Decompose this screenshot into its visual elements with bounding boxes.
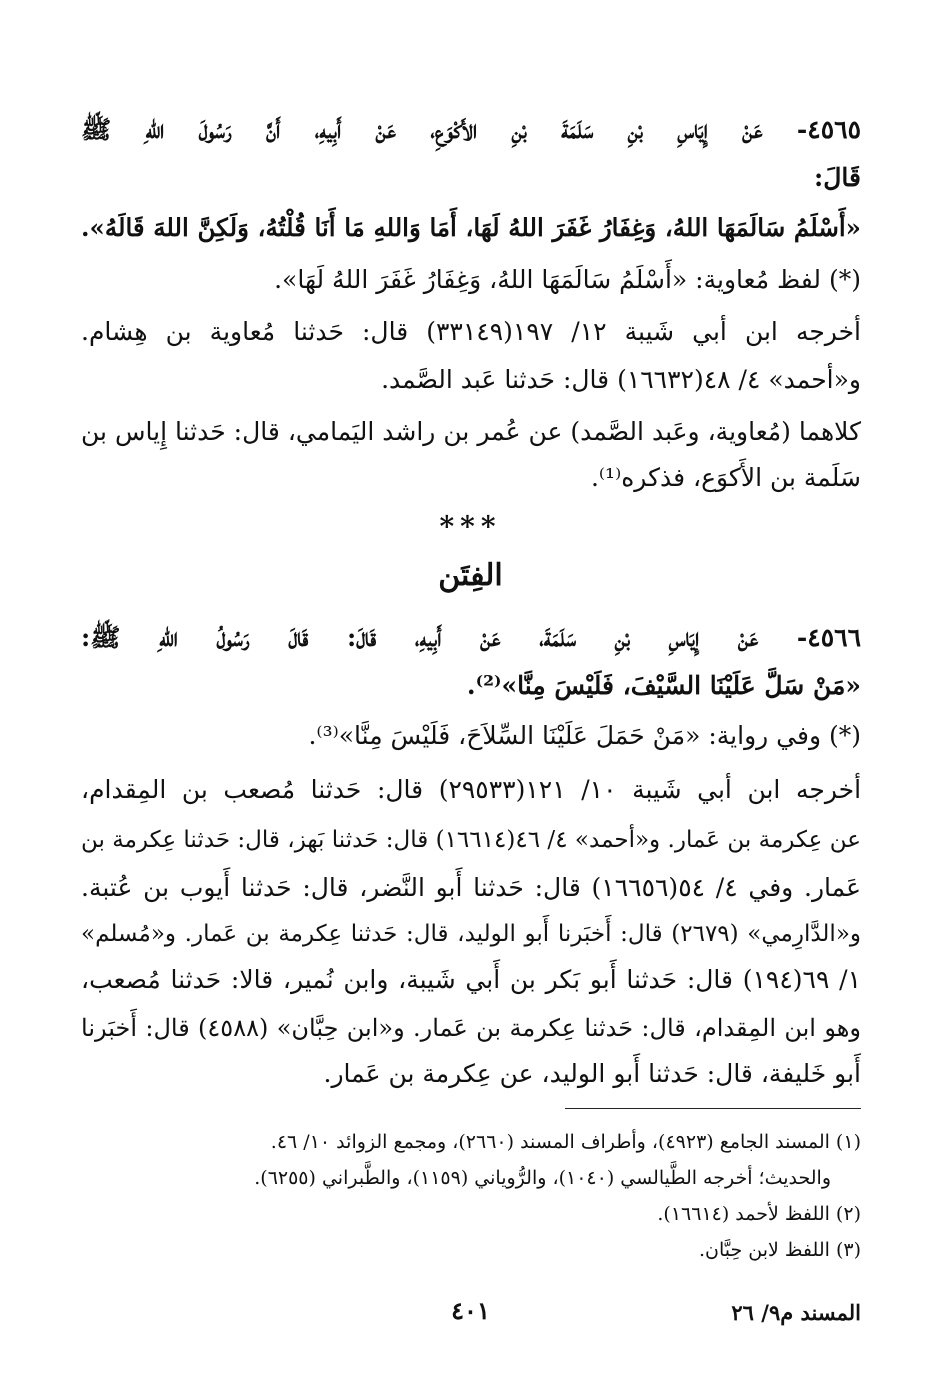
hadith-4566-takhrij-line: و«الدَّارِمي» (٢٦٧٩) قال: أَخبَرنا أَبو الوليد، قال: حَدثنا عِكرمة بن عَمار. و«مُسلم»	[81, 921, 862, 947]
hadith-4565-takhrij-line: سَلَمة بن الأَكوَع، فذكره⁽¹⁾.	[590, 463, 861, 492]
footnote: (٢) اللفظ لأحمد (١٦٦١٤).	[657, 1203, 861, 1225]
hadith-4566-line1: ٤٥٦٦- عَنْ إِيَاسِ بْنِ سَلَمَةَ، عَنْ أَبِيهِ، قَالَ: قَالَ رَسُولُ اللهِ ﷺ:	[81, 623, 861, 652]
hadith-4566-variant: (*) وفي رواية: «مَنْ حَمَلَ عَلَيْنَا السِّلاَحَ، فَلَيْسَ مِنَّا»⁽³⁾.	[308, 721, 861, 750]
hadith-4566-takhrij-line: أَبو خَليفة، قال: حَدثنا أَبو الوليد، عن عِكرمة بن عَمار.	[323, 1059, 861, 1088]
hadith-4565-takhrij-line: كلاهما (مُعاوية، وعَبد الصَّمد) عن عُمر بن راشد اليَمامي، قال: حَدثنا إِياس بن	[81, 417, 861, 446]
section-separator: ***	[439, 510, 502, 543]
footnote-divider	[565, 1108, 861, 1109]
page-number: ٤٠١	[451, 1296, 490, 1325]
hadith-4566-takhrij-line: عن عِكرمة بن عَمار. و«أحمد» ٤/ ٤٦(١٦٦١٤) قال: حَدثنا بَهز، قال: حَدثنا عِكرمة بن	[81, 827, 861, 853]
footnote: (٣) اللفظ لابن حِبَّان.	[698, 1239, 861, 1261]
hadith-4566-takhrij-line: ١/ ٦٩(١٩٤) قال: حَدثنا أَبو بَكر بن أَبي شَيبة، وابن نُمير، قالا: حَدثنا مُصعب،	[81, 965, 861, 994]
hadith-4566-takhrij-line: أخرجه ابن أبي شَيبة ١٠/ ١٢١(٢٩٥٣٣) قال: حَدثنا مُصعب بن المِقدام،	[81, 775, 862, 804]
hadith-4566-takhrij-line: عَمار. وفي ٤/ ٥٤(١٦٦٥٦) قال: حَدثنا أَبو النَّضر، قال: حَدثنا أَيوب بن عُتبة.	[81, 873, 862, 902]
footnote: والحديث؛ أخرجه الطَّيالسي (١٠٤٠)، والرُّوياني (١١٥٩)، والطَّبراني (٦٢٥٥).	[254, 1167, 831, 1189]
hadith-4566-text: «مَنْ سَلَّ عَلَيْنَا السَّيْفَ، فَلَيْسَ مِنَّا»⁽²⁾.	[466, 671, 861, 700]
footnote: (١) المسند الجامع (٤٩٢٣)، وأطراف المسند (٢٦٦٠)، ومجمع الزوائد ١٠/ ٤٦.	[270, 1131, 861, 1153]
hadith-4566-takhrij-line: وهو ابن المِقدام، قال: حَدثنا عِكرمة بن عَمار. و«ابن حِبَّان» (٤٥٨٨) قال: أَخبَرنا	[81, 1014, 861, 1042]
hadith-4565-takhrij-line: و«أحمد» ٤/ ٤٨(١٦٦٣٢) قال: حَدثنا عَبد الصَّمد.	[381, 365, 861, 394]
chapter-title: الفِتَن	[438, 558, 503, 593]
hadith-4565-line1: ٤٥٦٥- عَنْ إِيَاسِ بْنِ سَلَمَةَ بْنِ الأَكْوَعِ، عَنْ أَبِيهِ، أَنَّ رَسُولَ اللهِ ﷺ	[81, 115, 861, 144]
hadith-4565-variant: (*) لفظ مُعاوية: «أَسْلَمُ سَالَمَهَا اللهُ، وَغِفَارُ غَفَرَ اللهُ لَهَا».	[274, 265, 861, 294]
hadith-4565-text: «أَسْلَمُ سَالَمَهَا اللهُ، وَغِفَارُ غَفَرَ اللهُ لَهَا، أَمَا وَاللهِ مَا أَنَا قُلْتُهُ، وَلَكِنَّ اللهَ قَالَهُ».	[81, 213, 861, 242]
book-signature: المسند م٩/ ٢٦	[731, 1300, 861, 1325]
hadith-4565-takhrij-line: أخرجه ابن أبي شَيبة ١٢/ ١٩٧(٣٣١٤٩) قال: حَدثنا مُعاوية بن هِشام.	[81, 317, 861, 346]
hadith-4565-line2: قَالَ:	[814, 163, 861, 192]
